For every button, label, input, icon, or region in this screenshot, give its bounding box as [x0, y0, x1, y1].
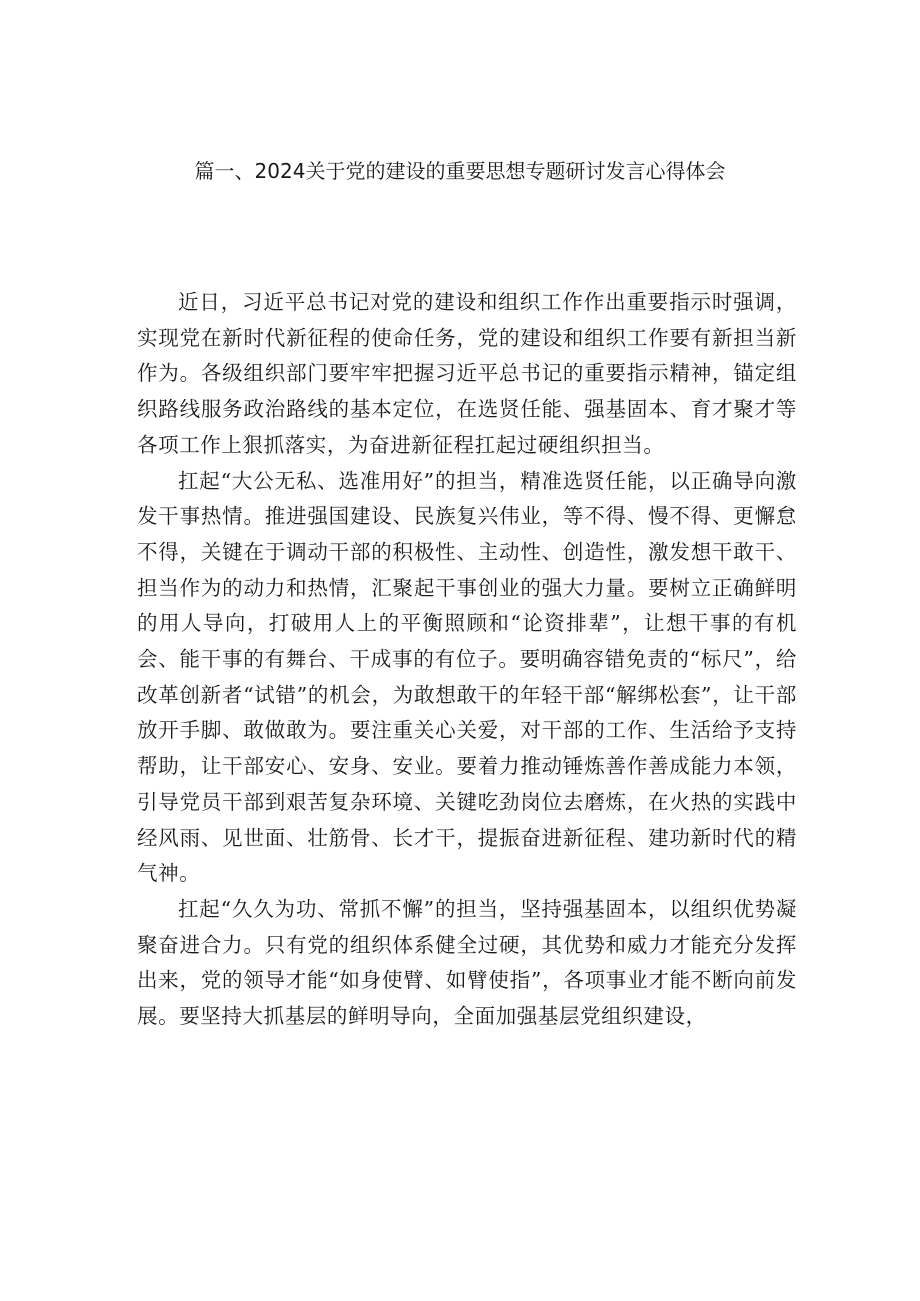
paragraph-1: 近日，习近平总书记对党的建设和组织工作作出重要指示时强调，实现党在新时代新征程的使命任务，党的建设和组织工作要有新担当新作为。各级组织部门要牢牢把握习近平总书记的重要指示精神，锚定组织路线服务政治路线的基本定位，在选贤任能、强基固本、育才聚才等各项工作上狠抓落实，为奋进新征程扛起过硬组织担当。 [137, 290, 797, 457]
paragraph-2: 扛起“大公无私、选准用好”的担当，精准选贤任能，以正确导向激发干事热情。推进强国建设、民族复兴伟业，等不得、慢不得、更懈怠不得，关键在于调动干部的积极性、主动性、创造性，激发想干敢干、担当作为的动力和热情，汇聚起干事创业的强大力量。要树立正确鲜明的用人导向，打破用人上的平衡照顾和“论资排辈”，让想干事的有机会、能干事的有舞台、干成事的有位子。要明确容错免责的“标尺”，给改革创新者“试错”的机会，为敢想敢干的年轻干部“解绑松套”，让干部放开手脚、敢做敢为。要注重关心关爱，对干部的工作、生活给予支持帮助，让干部安心、安身、安业。要着力推动锤炼善作善成能力本领，引导党员干部到艰苦复杂环境、关键吃劲岗位去磨炼，在火热的实践中经风雨、见世面、壮筋骨、长才干，提振奋进新征程、建功新时代的精气神。 [137, 468, 797, 886]
paragraph-3: 扛起“久久为功、常抓不懈”的担当，坚持强基固本，以组织优势凝聚奋进合力。只有党的组织体系健全过硬，其优势和威力才能充分发挥出来，党的领导才能“如身使臂、如臂使指”，各项事业才能不断向前发展。要坚持大抓基层的鲜明导向，全面加强基层党组织建设， [137, 896, 797, 1029]
document-title: 篇一、2024关于党的建设的重要思想专题研讨发言心得体会 [194, 159, 726, 183]
document-body [137, 285, 797, 1035]
